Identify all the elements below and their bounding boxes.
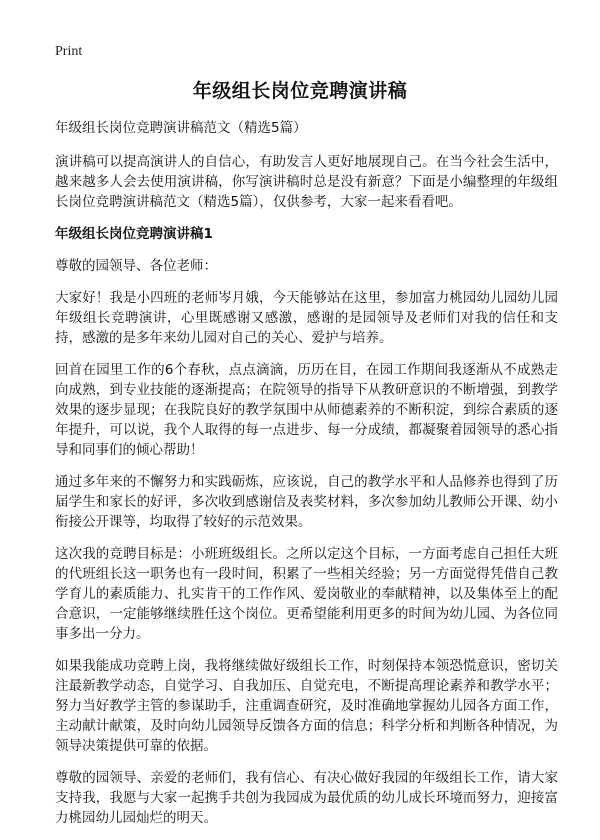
intro-paragraph: 演讲稿可以提高演讲人的自信心，有助发言人更好地展现自己。在当今社会生活中，越来越多人会去使用演讲稿，你写演讲稿时总是没有新意？下面是小编整理的年级组长岗位竞聘演讲稿范文（精选5篇），仅供参考，大家一起来看看吧。 — [55, 154, 558, 210]
document-subtitle: 年级组长岗位竞聘演讲稿范文（精选5篇） — [55, 120, 307, 136]
document-body — [55, 118, 558, 840]
body-paragraph-5: 如果我能成功竞聘上岗，我将继续做好级组长工作，时刻保持本领恐慌意识，密切关注最新教学动态，自觉学习、自我加压、自觉充电，不断提高理论素养和教学水平；努力当好教学主管的参谋助手，注重调查研究，及时准确地掌握幼儿园各方面工作，主动献计献策，及时向幼儿园领导反馈各方面的信息；科学分析和判断各种情况，为领导决策提供可靠的依据。 — [55, 658, 558, 754]
body-paragraph-2: 回首在园里工作的6个春秋，点点滴滴，历历在目，在园工作期间我逐渐从不成熟走向成熟，到专业技能的逐渐提高；在院领导的指导下从教研意识的不断增强，到教学效果的逐步显现；在我院良好的教学氛围中从师德素养的不断积淀，到综合素质的逐年提升，可以说，我个人取得的每一点进步、每一分成绩，都凝聚着园领导的悉心指导和同事们的倾心帮助！ — [55, 362, 558, 458]
body-paragraph-3: 通过多年来的不懈努力和实践砺炼，应该说，自己的教学水平和人品修养也得到了历届学生和家长的好评，多次收到感谢信及表奖材料，多次参加幼儿教师公开课、幼小衔接公开课等，均取得了较好的示范效果。 — [55, 474, 558, 530]
section-heading: 年级组长岗位竞聘演讲稿1 — [55, 226, 213, 242]
print-link[interactable]: Print — [55, 44, 83, 59]
greeting-paragraph: 尊敬的园领导、各位老师： — [55, 258, 217, 274]
body-paragraph-6: 尊敬的园领导、亲爱的老师们，我有信心、有决心做好我园的年级组长工作，请大家支持我，我愿与大家一起携手共创为我园成为最优质的幼儿成长环境而努力，迎接富力桃园幼儿园灿烂的明天。 — [55, 770, 558, 826]
body-paragraph-4: 这次我的竞聘目标是：小班班级组长。之所以定这个目标，一方面考虑自己担任大班的代班组长这一职务也有一段时间，积累了一些相关经验；另一方面觉得凭借自己教学育儿的素质能力、扎实肯干的工作作风、爱岗敬业的奉献精神，以及集体至上的配合意识，一定能够继续胜任这个岗位。更希望能利用更多的时间为幼儿园、为各位同事多出一分力。 — [55, 546, 558, 642]
body-paragraph-1: 大家好！我是小四班的老师岑月娥，今天能够站在这里，参加富力桃园幼儿园幼儿园年级组长竞聘演讲，心里既感谢又感激，感谢的是园领导及老师们对我的信任和支持，感激的是多年来幼儿园对自己的关心、爱护与培养。 — [55, 290, 558, 346]
document-title: 年级组长岗位竞聘演讲稿 — [192, 80, 408, 102]
